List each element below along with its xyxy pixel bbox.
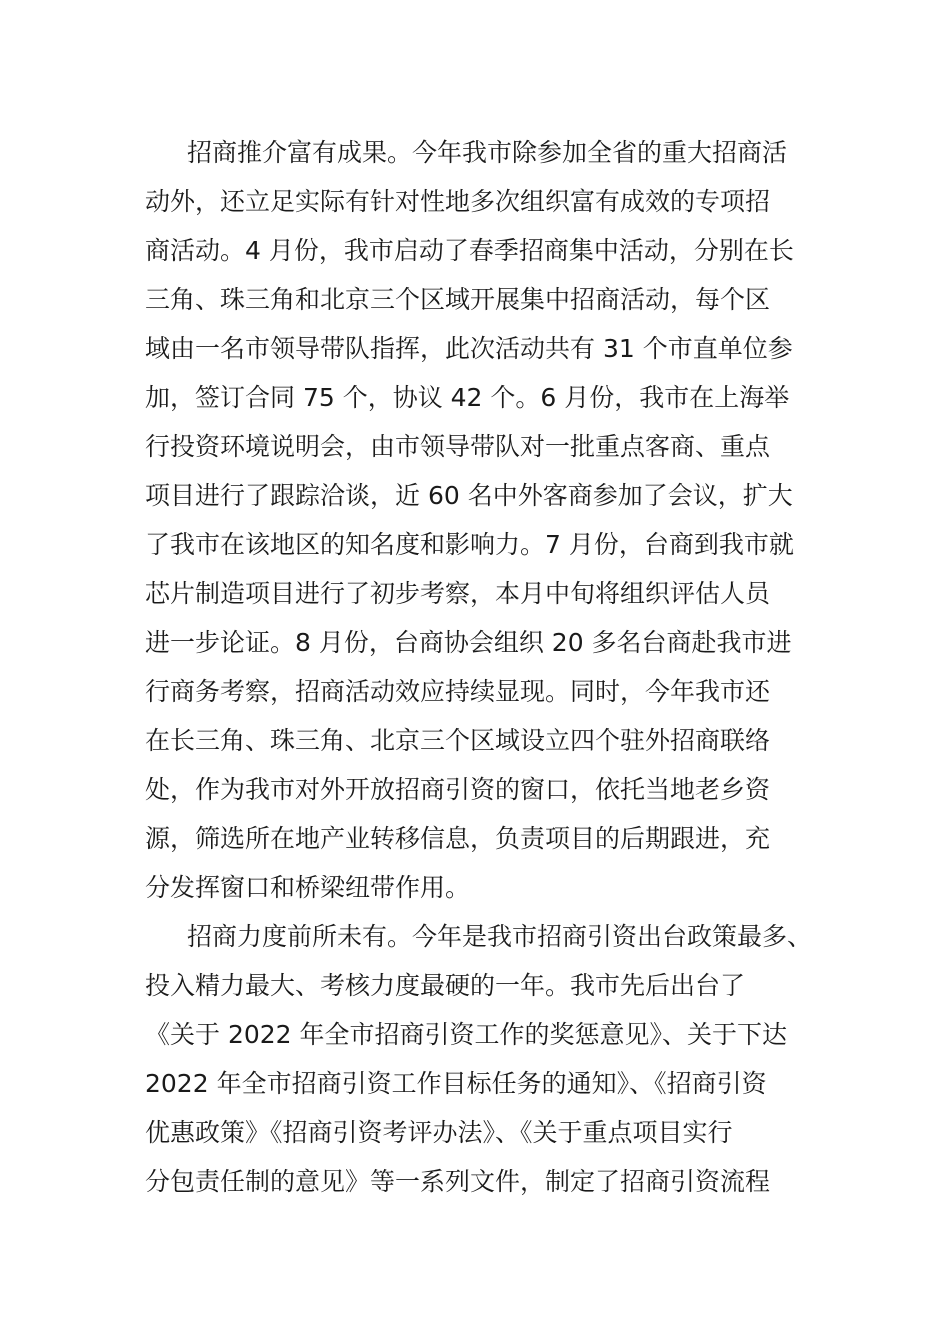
text-line: 2022 年全市招商引资工作目标任务的通知》、《招商引资 <box>145 1069 767 1098</box>
text-line: 域由一名市领导带队指挥，此次活动共有 31 个市直单位参 <box>145 334 793 363</box>
text-line: 分包责任制的意见》等一系列文件，制定了招商引资流程 <box>145 1167 771 1196</box>
paragraph-2-line-1 <box>0 912 950 961</box>
paragraph-1-line-8 <box>0 471 950 520</box>
paragraph-2-line-2 <box>0 961 950 1010</box>
paragraph-1-line-7 <box>0 422 950 471</box>
text-line: 分发挥窗口和桥梁纽带作用。 <box>145 873 471 902</box>
paragraph-1-line-14 <box>0 765 950 814</box>
paragraph-1-line-15 <box>0 814 950 863</box>
paragraph-1-line-4 <box>0 275 950 324</box>
text-line: 行商务考察，招商活动效应持续显现。同时，今年我市还 <box>145 677 771 706</box>
paragraph-1-line-1 <box>0 128 950 177</box>
text-line: 处，作为我市对外开放招商引资的窗口，依托当地老乡资 <box>145 775 771 804</box>
paragraph-1-line-13 <box>0 716 950 765</box>
text-line: 优惠政策》《招商引资考评办法》、《关于重点项目实行 <box>145 1118 733 1147</box>
paragraph-1-line-10 <box>0 569 950 618</box>
paragraph-2-line-3 <box>0 1010 950 1059</box>
text-line: 源，筛选所在地产业转移信息，负责项目的后期跟进，充 <box>145 824 771 853</box>
paragraph-1-line-9 <box>0 520 950 569</box>
text-line: 芯片制造项目进行了初步考察，本月中旬将组织评估人员 <box>145 579 771 608</box>
paragraph-1-line-5 <box>0 324 950 373</box>
text-line: 项目进行了跟踪洽谈，近 60 名中外客商参加了会议，扩大 <box>145 481 793 510</box>
paragraph-1-line-3 <box>0 226 950 275</box>
text-line: 行投资环境说明会，由市领导带队对一批重点客商、重点 <box>145 432 771 461</box>
text-line: 商活动。4 月份，我市启动了春季招商集中活动，分别在长 <box>145 236 794 265</box>
paragraph-1-line-12 <box>0 667 950 716</box>
paragraph-1-line-6 <box>0 373 950 422</box>
paragraph-2-line-4 <box>0 1059 950 1108</box>
text-line: 了我市在该地区的知名度和影响力。7 月份，台商到我市就 <box>145 530 794 559</box>
text-line: 进一步论证。8 月份，台商协会组织 20 多名台商赴我市进 <box>145 628 792 657</box>
text-line: 动外，还立足实际有针对性地多次组织富有成效的专项招 <box>145 187 771 216</box>
paragraph-1-line-11 <box>0 618 950 667</box>
text-line: 招商力度前所未有。今年是我市招商引资出台政策最多、 <box>187 922 813 951</box>
paragraph-1-line-16 <box>0 863 950 912</box>
paragraph-1-line-2 <box>0 177 950 226</box>
paragraph-2-line-5 <box>0 1108 950 1157</box>
text-line: 三角、珠三角和北京三个区域开展集中招商活动，每个区 <box>145 285 771 314</box>
text-line: 招商推介富有成果。今年我市除参加全省的重大招商活 <box>187 138 788 167</box>
text-line: 投入精力最大、考核力度最硬的一年。我市先后出台了 <box>145 971 746 1000</box>
text-line: 《关于 2022 年全市招商引资工作的奖惩意见》、关于下达 <box>145 1020 788 1049</box>
paragraph-2-line-6 <box>0 1157 950 1206</box>
text-line: 在长三角、珠三角、北京三个区域设立四个驻外招商联络 <box>145 726 771 755</box>
text-line: 加，签订合同 75 个，协议 42 个。6 月份，我市在上海举 <box>145 383 790 412</box>
